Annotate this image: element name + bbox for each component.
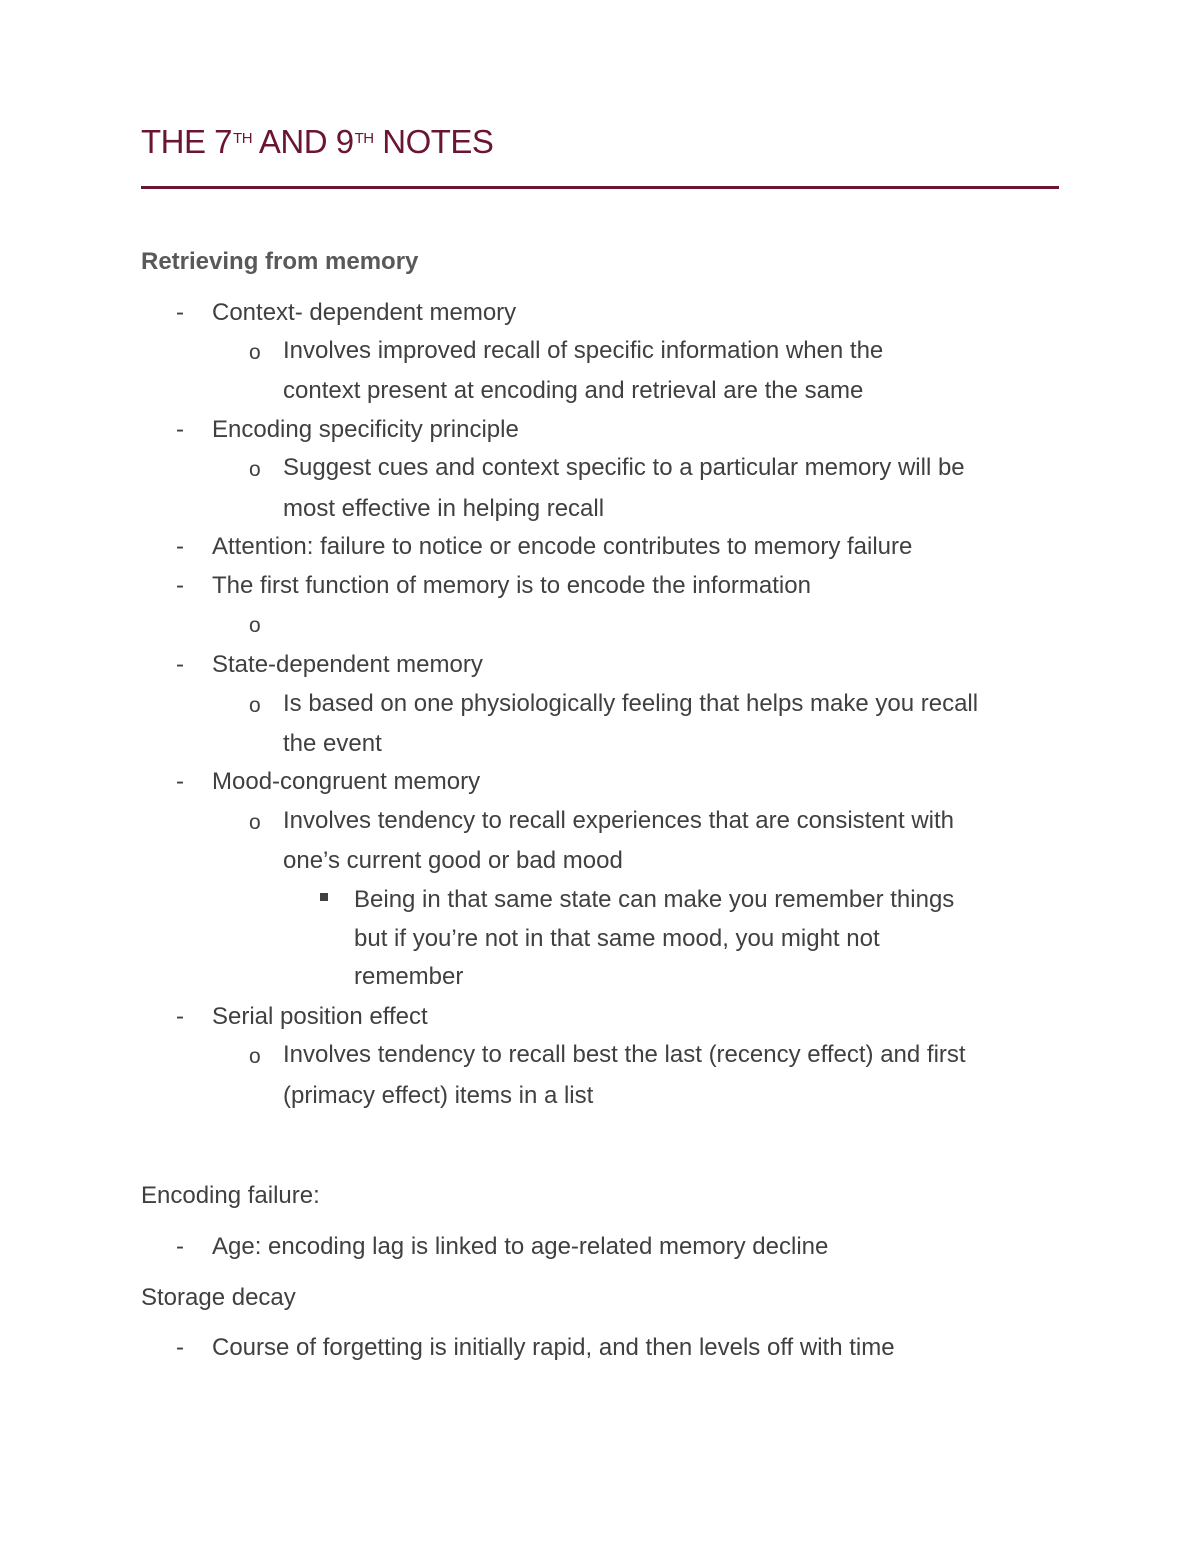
sub-item-line: Involves tendency to recall experiences that are consistent with (283, 807, 955, 834)
list-item-mood-congruent: Mood-congruent memory (212, 768, 481, 795)
dash-bullet: - (176, 1233, 184, 1260)
circle-bullet: o (249, 1045, 261, 1068)
section-heading-storage-decay: Storage decay (141, 1284, 296, 1311)
section-heading-retrieving: Retrieving from memory (141, 248, 419, 275)
sub-item-line: (primacy effect) items in a list (283, 1082, 594, 1109)
list-item-serial-position: Serial position effect (212, 1003, 428, 1030)
circle-bullet: o (249, 458, 261, 481)
list-item-course-of-forgetting: Course of forgetting is initially rapid, and then levels off with time (212, 1334, 895, 1361)
dash-bullet: - (176, 651, 184, 678)
sub-item-line: the event (283, 730, 382, 757)
sub-sub-item-line: remember (354, 963, 464, 990)
dash-bullet: - (176, 1334, 184, 1361)
circle-bullet: o (249, 341, 261, 364)
dash-bullet: - (176, 533, 184, 560)
list-item-context-dependent: Context- dependent memory (212, 299, 517, 326)
title-part: AND 9 (252, 123, 354, 160)
sub-item-line: Involves improved recall of specific information when the (283, 337, 884, 364)
dash-bullet: - (176, 416, 184, 443)
dash-bullet: - (176, 1003, 184, 1030)
title-superscript: TH (354, 130, 374, 147)
sub-sub-item-line: but if you’re not in that same mood, you might not (354, 925, 880, 952)
square-bullet-icon (320, 893, 328, 901)
list-item-state-dependent: State-dependent memory (212, 651, 483, 678)
circle-bullet: o (249, 614, 261, 637)
list-item-attention: Attention: failure to notice or encode contributes to memory failure (212, 533, 913, 560)
circle-bullet: o (249, 811, 261, 834)
dash-bullet: - (176, 572, 184, 599)
list-item-encoding-specificity: Encoding specificity principle (212, 416, 519, 443)
circle-bullet: o (249, 694, 261, 717)
sub-item-line: most effective in helping recall (283, 495, 605, 522)
sub-item-line: Suggest cues and context specific to a particular memory will be (283, 454, 965, 481)
title-superscript: TH (233, 130, 253, 147)
sub-sub-item-line: Being in that same state can make you remember things (354, 886, 955, 913)
section-heading-encoding-failure: Encoding failure: (141, 1182, 320, 1209)
sub-item-line: context present at encoding and retrieval are the same (283, 377, 864, 404)
title-divider (141, 186, 1059, 189)
title-part: THE 7 (141, 123, 233, 160)
sub-item-line: Is based on one physiologically feeling that helps make you recall (283, 690, 979, 717)
page-title (141, 118, 493, 166)
dash-bullet: - (176, 299, 184, 326)
dash-bullet: - (176, 768, 184, 795)
sub-item-line: one’s current good or bad mood (283, 847, 623, 874)
title-part: NOTES (373, 123, 494, 160)
sub-item-line: Involves tendency to recall best the last (recency effect) and first (283, 1041, 966, 1068)
list-item-age: Age: encoding lag is linked to age-related memory decline (212, 1233, 829, 1260)
list-item-first-function: The first function of memory is to encode the information (212, 572, 811, 599)
